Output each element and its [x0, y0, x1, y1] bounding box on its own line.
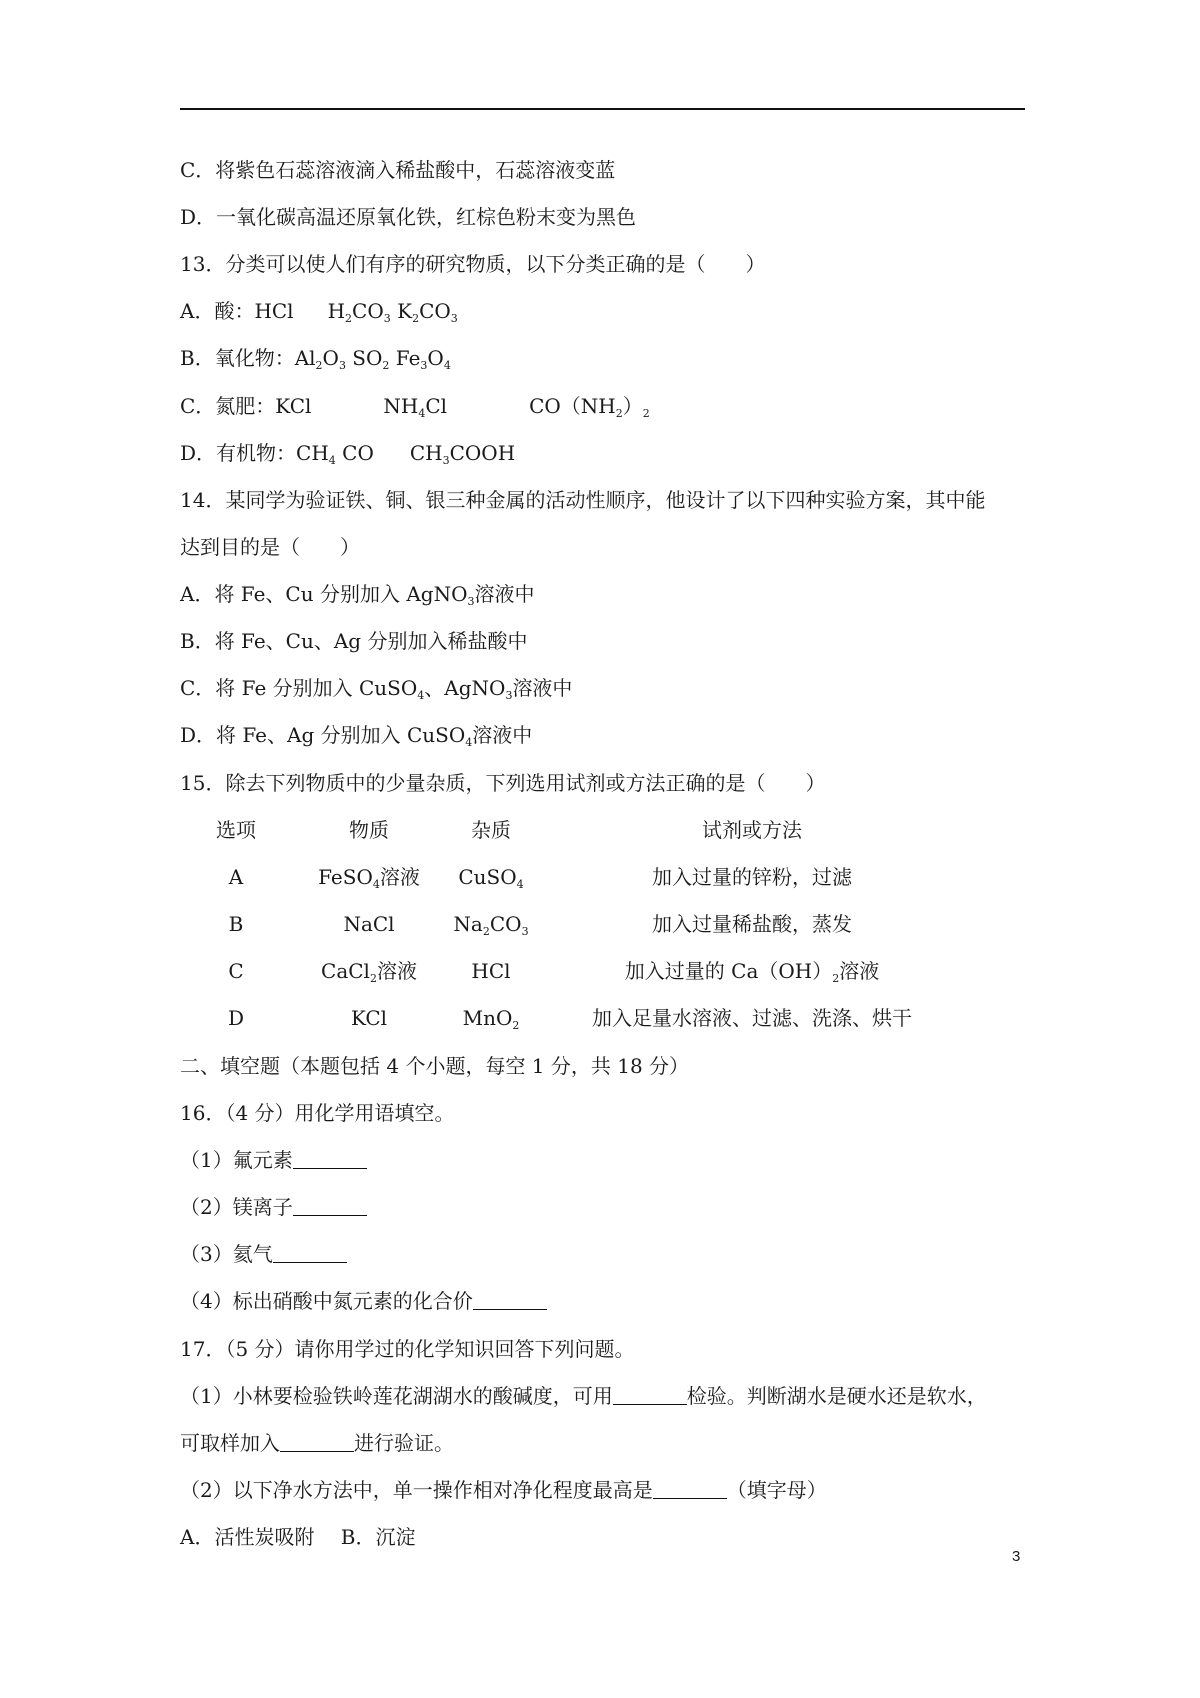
q16-item-3: （3）氦气	[180, 1240, 347, 1268]
table-cell-impurity: CuSO$_4$	[458, 865, 524, 891]
q14-option-c: C．将 Fe 分别加入 CuSO$_4$、AgNO$_3$溶液中	[180, 676, 573, 702]
q16-item-1: （1）氟元素	[180, 1146, 367, 1174]
table-cell-substance: NaCl	[343, 912, 395, 936]
table-cell-method: 加入足量水溶液、过滤、洗涤、烘干	[592, 1006, 912, 1030]
q17-item-2: （2）以下净水方法中，单一操作相对净化程度最高是 （填字母）	[180, 1478, 827, 1502]
table-cell-impurity: MnO$_2$	[462, 1006, 520, 1032]
table-cell-option: A	[228, 865, 244, 889]
answer-blank[interactable]	[273, 1242, 347, 1263]
table-cell-impurity: $Na_2CO_3$	[453, 912, 529, 938]
q14-option-d: D．将 Fe、Ag 分别加入 CuSO$_4$溶液中	[180, 723, 533, 749]
table-header-option: 选项	[216, 818, 256, 842]
answer-blank[interactable]	[293, 1195, 367, 1216]
table-cell-option: C	[228, 959, 244, 983]
answer-blank[interactable]	[653, 1478, 727, 1499]
answer-blank[interactable]	[613, 1384, 687, 1405]
q16-item-4: （4）标出硝酸中氮元素的化合价	[180, 1287, 547, 1315]
q14-stem-line2: 达到目的是（ ）	[180, 535, 360, 559]
q14-option-a: A．将 Fe、Cu 分别加入 AgNO$_3$溶液中	[180, 582, 535, 608]
q13-stem: 13．分类可以使人们有序的研究物质，以下分类正确的是（ ）	[180, 252, 766, 276]
q16-stem: 16．（4 分）用化学用语填空。	[180, 1101, 455, 1125]
table-cell-method: 加入过量的锌粉，过滤	[652, 865, 852, 889]
q16-item-2: （2）镁离子	[180, 1193, 367, 1221]
q13-option-a: A．酸：HCl $H_2CO_3$ $K_2CO_3$	[180, 299, 458, 325]
table-header-method: 试剂或方法	[702, 818, 802, 842]
q13-option-c: C．氮肥：KCl $NH_4Cl$ $CO(NH_2)_2$	[180, 394, 650, 420]
q17-item-1-line2: 可取样加入 进行验证。	[180, 1431, 454, 1455]
table-cell-substance: CaCl$_2$溶液	[321, 959, 417, 985]
table-cell-option: D	[227, 1006, 245, 1030]
q15-stem: 15．除去下列物质中的少量杂质，下列选用试剂或方法正确的是（ ）	[180, 771, 826, 795]
q12-option-d: D．一氧化碳高温还原氧化铁，红棕色粉末变为黑色	[180, 205, 637, 229]
page-number: 3	[1012, 1548, 1021, 1565]
table-cell-method: 加入过量稀盐酸，蒸发	[652, 912, 852, 936]
q17-options: A．活性炭吸附 B．沉淀	[180, 1525, 416, 1549]
answer-blank[interactable]	[473, 1289, 547, 1310]
q12-option-c: C．将紫色石蕊溶液滴入稀盐酸中，石蕊溶液变蓝	[180, 158, 616, 182]
q13-option-d: D．有机物：$CH_4$ CO $CH_3COOH$	[180, 441, 516, 467]
table-cell-option: B	[228, 912, 244, 936]
q17-item-1-line1: （1）小林要检验铁岭莲花湖湖水的酸碱度，可用 检验。判断湖水是硬水还是软水，	[180, 1384, 987, 1408]
q14-stem-line1: 14．某同学为验证铁、铜、银三种金属的活动性顺序，他设计了以下四种实验方案，其中能	[180, 488, 986, 512]
answer-blank[interactable]	[293, 1148, 367, 1169]
table-cell-substance: FeSO$_4$溶液	[318, 865, 420, 891]
table-cell-impurity: HCl	[471, 959, 511, 983]
table-header-substance: 物质	[349, 818, 389, 842]
section-2-heading: 二、填空题（本题包括 4 个小题，每空 1 分，共 18 分）	[180, 1054, 690, 1078]
table-cell-method: 加入过量的 $Ca(OH)_2$溶液	[624, 959, 880, 985]
q14-option-b: B．将 Fe、Cu、Ag 分别加入稀盐酸中	[180, 629, 528, 653]
table-cell-substance: KCl	[350, 1006, 388, 1030]
q13-option-b: B．氧化物：$Al_2O_3$ $SO_2$ $Fe_3O_4$	[180, 346, 451, 372]
header-rule	[180, 108, 1025, 110]
table-header-impurity: 杂质	[471, 818, 511, 842]
answer-blank[interactable]	[280, 1431, 354, 1452]
q17-stem: 17．（5 分）请你用学过的化学知识回答下列问题。	[180, 1337, 635, 1361]
